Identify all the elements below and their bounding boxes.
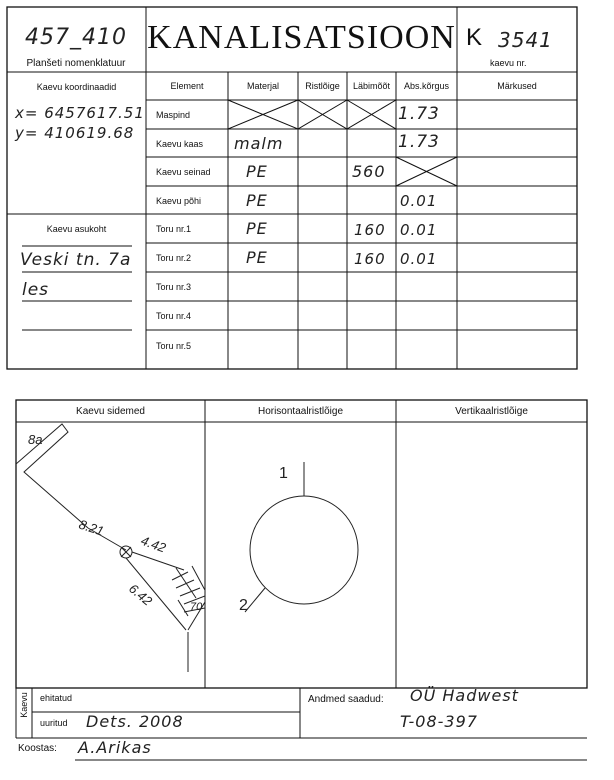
well-number: 3541 [498, 28, 553, 52]
footer-side-label: Kaevu [19, 692, 29, 718]
pipe-1-label: 1 [279, 465, 288, 482]
row-material: PE [246, 191, 268, 210]
coordinate-y: y= 410619.68 [15, 124, 135, 142]
row-abs-height: 0.01 [400, 192, 438, 210]
well-number-label: kaevu nr. [490, 58, 527, 68]
surveyed-value: Dets. 2008 [86, 712, 184, 731]
sketch-dist-b: 4.42 [138, 532, 168, 556]
col-header-cross-section: Ristlõige [305, 81, 340, 91]
col-header-abs-height: Abs.kõrgus [403, 81, 450, 91]
table-row [146, 243, 577, 272]
row-material: malm [234, 134, 284, 153]
coordinate-x: x= 6457617.51 [15, 104, 145, 122]
built-label: ehitatud [40, 693, 73, 703]
sketch-dist-c: 6.42 [126, 580, 156, 609]
row-element: Kaevu seinad [156, 167, 211, 177]
compiled-label: Koostas: [18, 743, 57, 754]
horizontal-section-drawing [205, 422, 396, 688]
compiled-value: A.Arikas [78, 738, 152, 757]
connections-sketch [16, 422, 205, 688]
row-element: Toru nr.1 [156, 224, 192, 234]
coordinates-label: Kaevu koordinaadid [36, 82, 117, 92]
row-abs-height: 1.73 [398, 132, 440, 152]
table-row [146, 301, 577, 330]
data-source-label: Andmed saadud: [308, 694, 384, 705]
section-header-connections: Kaevu sidemed [76, 405, 145, 417]
table-row [146, 129, 577, 157]
row-element: Maspind [156, 110, 191, 120]
sketch-dist-a: 8.21 [77, 516, 106, 539]
sheet-number: 457_410 [25, 24, 127, 50]
col-header-element: Element [170, 81, 204, 91]
table-row [146, 330, 577, 369]
table-row [146, 157, 577, 186]
document-title: KANALISATSIOON [147, 19, 456, 56]
location-line-1: Veski tn. 7a [20, 250, 132, 270]
col-header-material: Materjal [246, 81, 279, 91]
well-letter: K [466, 24, 483, 51]
row-abs-height: 0.01 [400, 221, 438, 239]
table-row [146, 272, 577, 301]
well-circle [250, 496, 358, 604]
table-row [146, 186, 577, 214]
section-header-horizontal: Horisontaalristlõige [257, 405, 344, 417]
location-line-2: les [22, 280, 50, 300]
row-element: Toru nr.2 [156, 253, 192, 263]
row-element: Kaevu kaas [156, 139, 204, 149]
row-abs-height: 1.73 [398, 104, 440, 124]
row-diameter: 160 [354, 250, 386, 268]
row-element: Toru nr.5 [156, 341, 192, 351]
data-source-value-2: T-08-397 [400, 712, 478, 731]
row-material: PE [246, 219, 268, 238]
sheet-label: Planšeti nomenklatuur [26, 57, 126, 69]
sketch-building-label: 8a [28, 432, 43, 447]
col-header-diameter: Läbimõõt [352, 81, 391, 91]
row-diameter: 160 [354, 221, 386, 239]
row-element: Toru nr.4 [156, 311, 192, 321]
location-label: Kaevu asukoht [46, 224, 107, 234]
table-row [146, 214, 577, 243]
row-material: PE [246, 248, 268, 267]
sketch-dist-d: 70 [190, 601, 203, 613]
row-diameter: 560 [352, 162, 386, 181]
row-material: PE [246, 162, 268, 181]
table-row [146, 100, 577, 129]
surveyed-label: uuritud [40, 718, 68, 728]
section-header-vertical: Vertikaalristlõige [455, 405, 528, 417]
pipe-2-label: 2 [239, 597, 248, 614]
row-abs-height: 0.01 [400, 250, 438, 268]
row-element: Toru nr.3 [156, 282, 192, 292]
col-header-remarks: Märkused [497, 81, 537, 91]
row-element: Kaevu põhi [156, 196, 202, 206]
data-source-value-1: OÜ Hadwest [410, 686, 519, 705]
